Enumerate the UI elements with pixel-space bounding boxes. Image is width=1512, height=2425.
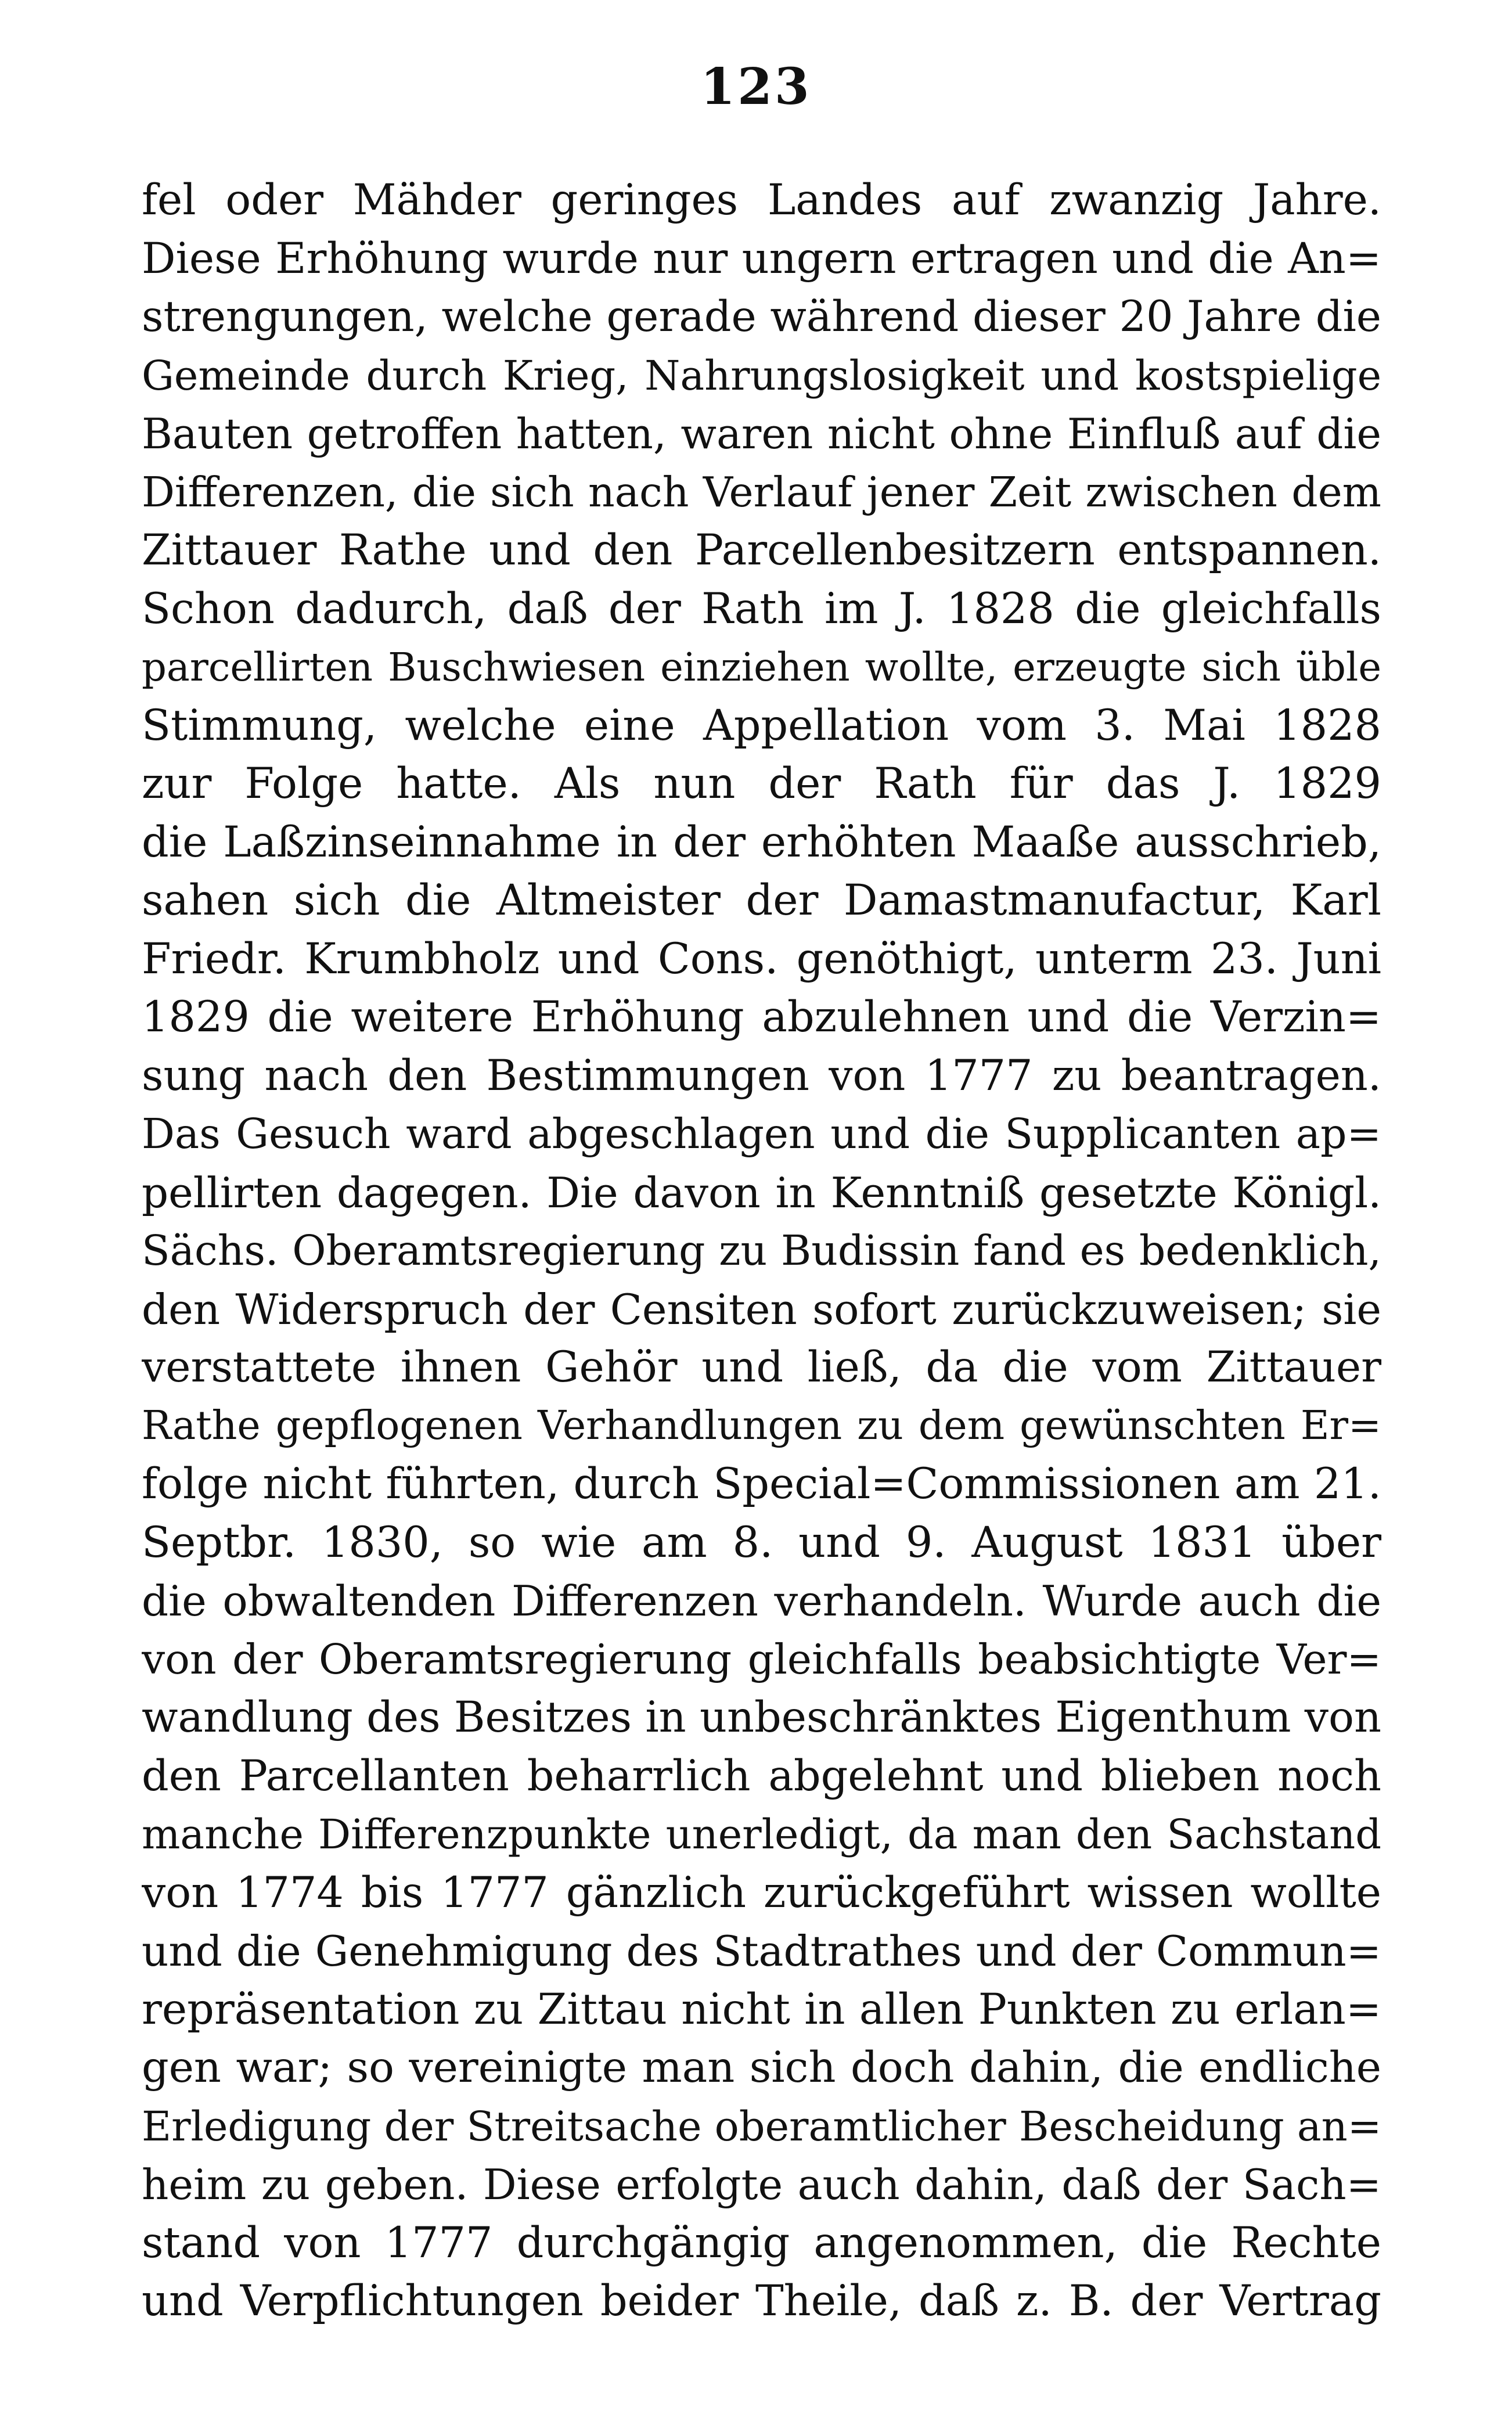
text-line: die Laßzinseinnahme in der erhöhten Maaße ausschrieb, [142, 817, 1381, 867]
text-line: Septbr. 1830, so wie am 8. und 9. August 1831 über [142, 1517, 1381, 1567]
text-line: von 1774 bis 1777 gänzlich zurückgeführt wissen wollte [142, 1868, 1381, 1917]
text-line: gen war; so vereinigte man sich doch dahin, die endliche [142, 2043, 1381, 2092]
page-number: 123 [700, 57, 812, 116]
text-line: Schon dadurch, daß der Rath im J. 1828 die gleichfalls [142, 584, 1381, 634]
text-line: verstattete ihnen Gehör und ließ, da die vom Zittauer [142, 1343, 1381, 1392]
text-line: parcellirten Buschwiesen einziehen wollte, erzeugte sich üble [142, 645, 1381, 690]
text-line: Stimmung, welche eine Appellation vom 3. Mai 1828 [142, 700, 1381, 750]
text-line: Gemeinde durch Krieg, Nahrungslosigkeit und kostspielige [142, 351, 1381, 400]
text-line: sung nach den Bestimmungen von 1777 zu beantragen. [142, 1050, 1381, 1100]
text-line: heim zu geben. Diese erfolgte auch dahin, daß der Sach= [142, 2160, 1381, 2209]
text-line: und die Genehmigung des Stadtrathes und der Commun= [142, 1927, 1381, 1976]
text-line: Erledigung der Streitsache oberamtlicher Bescheidung an= [142, 2102, 1381, 2150]
body-text [142, 171, 1381, 2331]
text-line: Zittauer Rathe und den Parcellenbesitzern entspannen. [142, 526, 1381, 575]
text-line: pellirten dagegen. Die davon in Kenntniß gesetzte Königl. [142, 1168, 1381, 1217]
text-line: wandlung des Besitzes in unbeschränktes Eigenthum von [142, 1693, 1381, 1742]
text-line: folge nicht führten, durch Special=Commissionen am 21. [142, 1459, 1381, 1509]
text-line: Diese Erhöhung wurde nur ungern ertragen und die An= [142, 233, 1381, 283]
text-line: Differenzen, die sich nach Verlauf jener Zeit zwischen dem [142, 467, 1381, 516]
text-line: und Verpflichtungen beider Theile, daß z. B. der Vertrag [142, 2276, 1381, 2326]
text-line: stand von 1777 durchgängig angenommen, die Rechte [142, 2218, 1381, 2268]
text-line: sahen sich die Altmeister der Damastmanufactur, Karl [142, 876, 1381, 925]
text-line: fel oder Mähder geringes Landes auf zwanzig Jahre. [142, 175, 1381, 225]
text-line: von der Oberamtsregierung gleichfalls beabsichtigte Ver= [142, 1635, 1381, 1683]
text-line: repräsentation zu Zittau nicht in allen Punkten zu erlan= [142, 1984, 1381, 2034]
text-line: 1829 die weitere Erhöhung abzulehnen und die Verzin= [142, 992, 1381, 1042]
text-line: Friedr. Krumbholz und Cons. genöthigt, unterm 23. Juni [142, 934, 1381, 984]
text-line: Rathe gepflogenen Verhandlungen zu dem gewünschten Er= [142, 1402, 1381, 1449]
text-line: Das Gesuch ward abgeschlagen und die Supplicanten ap= [142, 1110, 1381, 1158]
text-line: den Widerspruch der Censiten sofort zurückzuweisen; sie [142, 1285, 1381, 1334]
text-line: die obwaltenden Differenzen verhandeln. Wurde auch die [142, 1577, 1381, 1625]
text-line: strengungen, welche gerade während dieser 20 Jahre die [142, 292, 1381, 341]
text-line: den Parcellanten beharrlich abgelehnt und blieben noch [142, 1751, 1381, 1801]
text-line: manche Differenzpunkte unerledigt, da man den Sachstand [142, 1811, 1381, 1858]
text-line: zur Folge hatte. Als nun der Rath für das J. 1829 [142, 759, 1381, 808]
text-line: Bauten getroffen hatten, waren nicht ohne Einfluß auf die [142, 409, 1381, 458]
text-line: Sächs. Oberamtsregierung zu Budissin fand es bedenklich, [142, 1226, 1381, 1275]
